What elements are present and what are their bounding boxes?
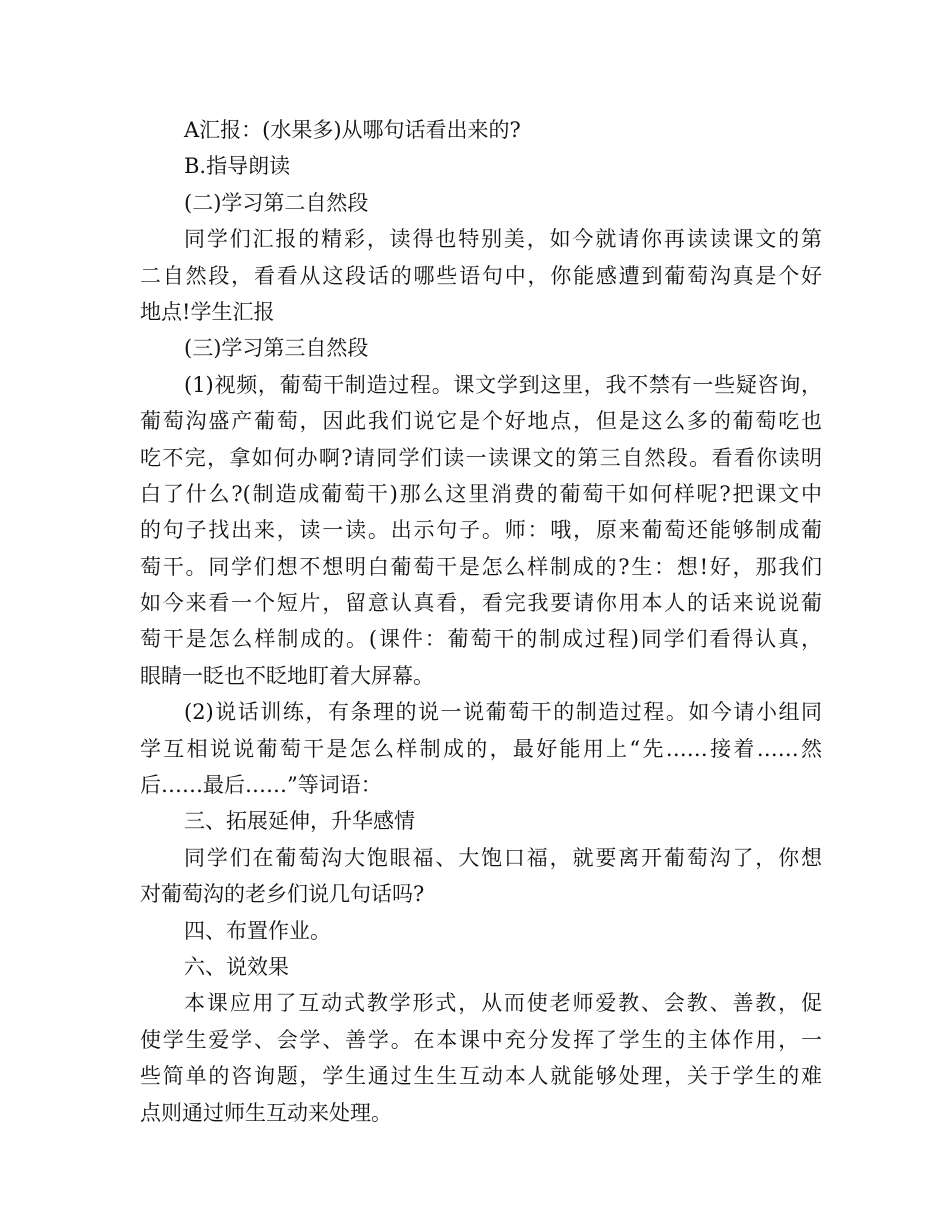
text-line: 萄干是怎么样制成的。(课件：葡萄干的制成过程)同学们看得认真， <box>140 627 822 652</box>
text-line: 点则通过师生互动来处理。 <box>140 1100 392 1125</box>
text-line: 同学们在葡萄沟大饱眼福、大饱口福，就要离开葡萄沟了，你想 <box>184 845 822 870</box>
text-line: 的句子找出来，读一读。出示句子。师：哦，原来葡萄还能够制成葡 <box>140 518 822 543</box>
text-line: 萄干。同学们想不想明白葡萄干是怎么样制成的?生：想!好，那我们 <box>140 554 822 579</box>
text-line: 使学生爱学、会学、善学。在本课中充分发挥了学生的主体作用，一 <box>140 1027 822 1052</box>
section-heading: 三、拓展延伸，升华感情 <box>184 809 415 834</box>
text-line: B.指导朗读 <box>184 154 291 179</box>
text-line: 吃不完，拿如何办啊?请同学们读一读课文的第三自然段。看看你读明 <box>140 445 822 470</box>
text-line: 学互相说说葡萄干是怎么样制成的，最好能用上“先……接着……然 <box>140 736 822 761</box>
text-line: 地点!学生汇报 <box>140 299 275 324</box>
text-line: 如今来看一个短片，留意认真看，看完我要请你用本人的话来说说葡 <box>140 591 822 616</box>
section-heading: 四、布置作业。 <box>184 918 331 943</box>
text-line: A汇报：(水果多)从哪句话看出来的? <box>184 118 521 142</box>
text-line: (二)学习第二自然段 <box>184 190 369 215</box>
text-line: 对葡萄沟的老乡们说几句话吗? <box>140 882 425 907</box>
document-page <box>140 112 822 1131</box>
text-line: 二自然段，看看从这段话的哪些语句中，你能感遭到葡萄沟真是个好 <box>140 263 822 288</box>
section-heading: 六、说效果 <box>184 954 289 979</box>
text-line: 眼睛一眨也不眨地盯着大屏幕。 <box>140 663 434 688</box>
text-line: 白了什么?(制造成葡萄干)那么这里消费的葡萄干如何样呢?把课文中 <box>140 481 822 506</box>
text-line: (三)学习第三自然段 <box>184 336 369 361</box>
text-line: 些简单的咨询题，学生通过生生互动本人就能够处理，关于学生的难 <box>140 1064 822 1089</box>
text-line: 后……最后……”等词语： <box>140 773 382 798</box>
text-line: (1)视频，葡萄干制造过程。课文学到这里，我不禁有一些疑咨询， <box>184 372 822 397</box>
text-line: 本课应用了互动式教学形式，从而使老师爱教、会教、善教，促 <box>184 991 822 1016</box>
text-line: (2)说话训练，有条理的说一说葡萄干的制造过程。如今请小组同 <box>184 700 822 725</box>
text-line: 同学们汇报的精彩，读得也特别美，如今就请你再读读课文的第 <box>184 227 822 252</box>
text-line: 葡萄沟盛产葡萄，因此我们说它是个好地点，但是这么多的葡萄吃也 <box>140 409 822 434</box>
